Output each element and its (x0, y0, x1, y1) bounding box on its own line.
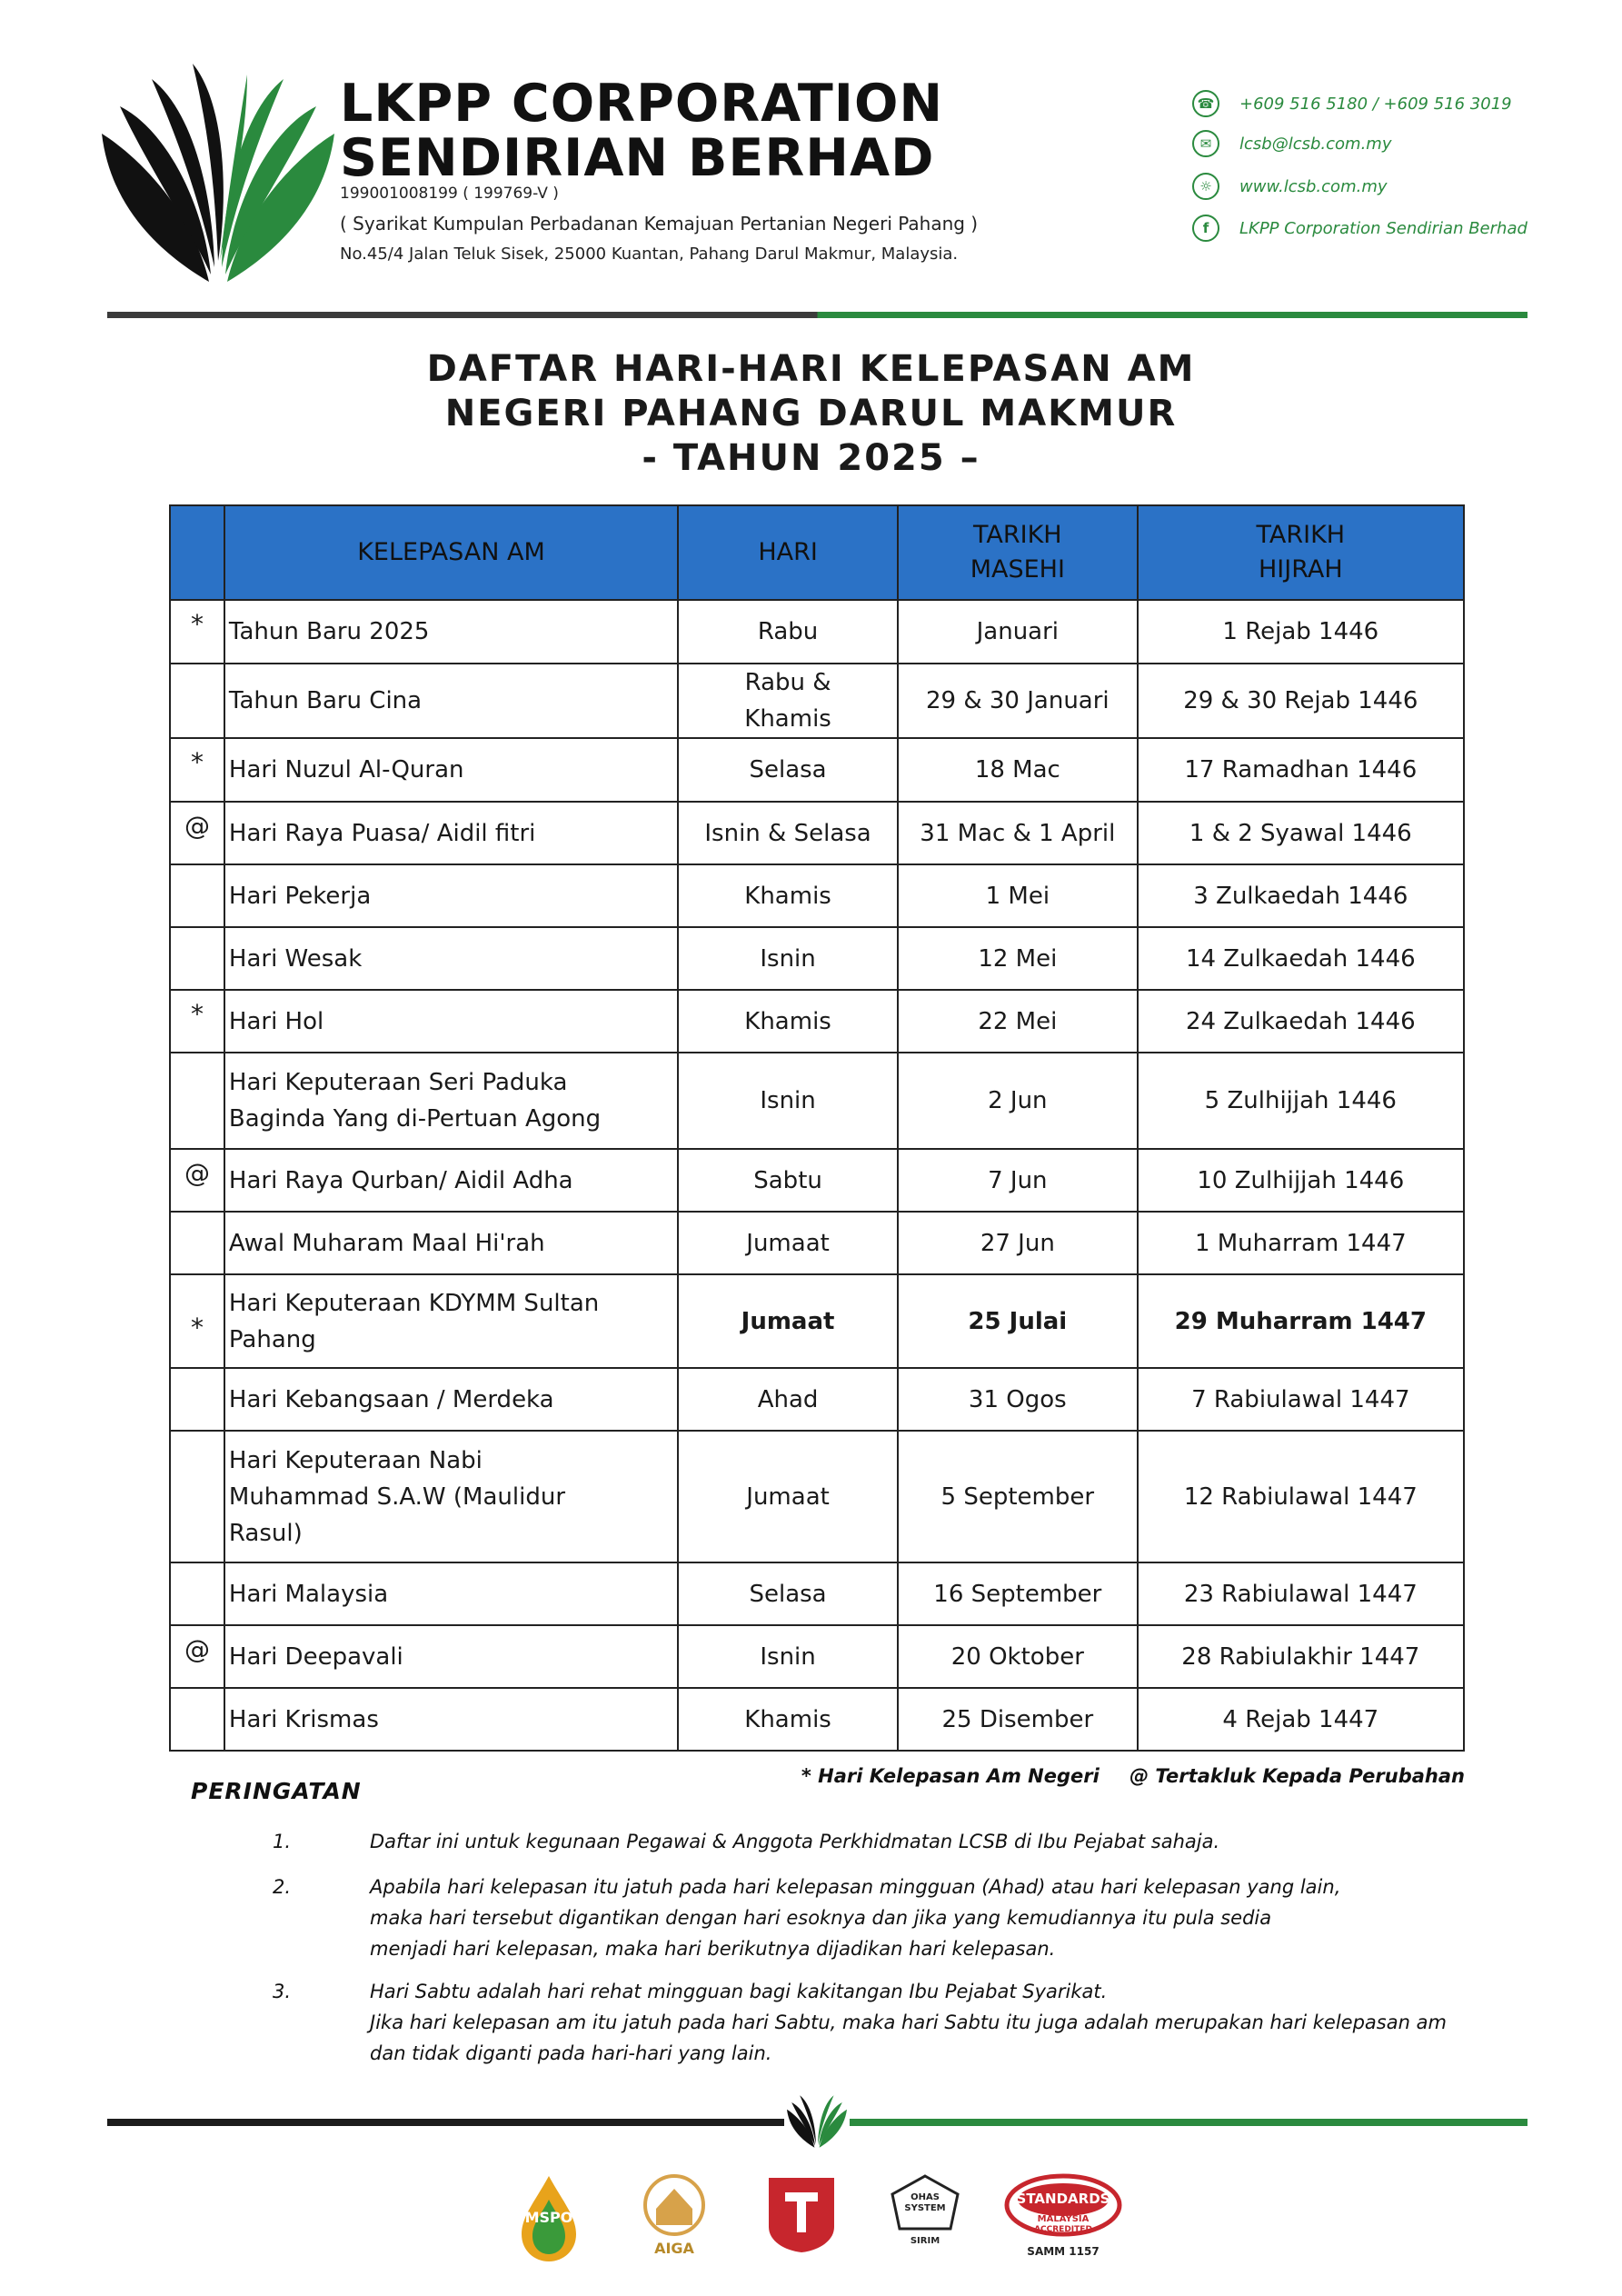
legend-subject-to-change: @ Tertakluk Kepada Perubahan (1129, 1765, 1465, 1787)
row-holiday-name: Tahun Baru Cina (224, 664, 678, 738)
row-masihi-date: 1 Mei (898, 864, 1138, 927)
row-hijri-date: 17 Ramadhan 1446 (1138, 738, 1464, 802)
header-divider (107, 312, 1527, 318)
company-name-line1: LKPP CORPORATION (340, 74, 944, 134)
table-row (170, 738, 1464, 802)
contact-website[interactable] (1192, 173, 1388, 200)
row-masihi-date: 31 Ogos (898, 1368, 1138, 1431)
row-hijri-date: 10 Zulhijjah 1446 (1138, 1149, 1464, 1212)
table-row (170, 1625, 1464, 1688)
table-row (170, 1212, 1464, 1274)
title-line3: - TAHUN 2025 – (642, 437, 980, 479)
company-name-line2: SENDIRIAN BERHAD (340, 128, 935, 188)
row-mark: @ (170, 1149, 224, 1212)
row-mark (170, 1212, 224, 1274)
standards-malaysia-logo (1003, 2172, 1123, 2263)
iso-certification-logo (763, 2172, 840, 2263)
table-row (170, 664, 1464, 738)
table-row (170, 802, 1464, 864)
row-hijri-date: 3 Zulkaedah 1446 (1138, 864, 1464, 927)
row-mark: * (170, 1274, 224, 1368)
row-hijri-date: 24 Zulkaedah 1446 (1138, 990, 1464, 1053)
aiga-house-icon (642, 2172, 707, 2238)
row-day: Rabu & Khamis (678, 664, 898, 738)
phone-icon: ☎ (1192, 90, 1219, 117)
aiga-award-logo (642, 2172, 707, 2263)
table-row (170, 927, 1464, 990)
phone-text: +609 516 5180 / +609 516 3019 (1239, 94, 1512, 114)
mspo-certification-logo (516, 2172, 582, 2263)
globe-icon: ☼ (1192, 173, 1219, 200)
row-mark (170, 1368, 224, 1431)
row-day: Isnin (678, 1053, 898, 1149)
company-description: ( Syarikat Kumpulan Perbadanan Kemajuan Pertanian Negeri Pahang ) (340, 213, 979, 235)
note-number: 3. (273, 1981, 292, 2002)
row-holiday-name: Hari Kebangsaan / Merdeka (224, 1368, 678, 1431)
contact-facebook[interactable] (1192, 215, 1527, 242)
row-masihi-date: 5 September (898, 1431, 1138, 1562)
table-row (170, 1053, 1464, 1149)
row-holiday-name: Hari Keputeraan Seri Paduka Baginda Yang di-Pertuan Agong (224, 1053, 678, 1149)
note-line: Jika hari kelepasan am itu jatuh pada hari Sabtu, maka hari Sabtu itu juga adalah merupakan hari kelepasan am (370, 2011, 1447, 2033)
email-icon: ✉ (1192, 130, 1219, 157)
row-masihi-date: 2 Jun (898, 1053, 1138, 1149)
row-day: Isnin & Selasa (678, 802, 898, 864)
row-mark (170, 664, 224, 738)
row-mark: @ (170, 802, 224, 864)
table-row (170, 1431, 1464, 1562)
table-row (170, 864, 1464, 927)
row-masihi-date: 29 & 30 Januari (898, 664, 1138, 738)
row-hijri-date: 1 Muharram 1447 (1138, 1212, 1464, 1274)
table-legend (778, 1765, 1465, 1787)
website-text: www.lcsb.com.my (1239, 176, 1388, 196)
row-mark: * (170, 990, 224, 1053)
footer-divider-left (107, 2119, 784, 2126)
row-masihi-date: 25 Julai (898, 1274, 1138, 1368)
row-day: Isnin (678, 1625, 898, 1688)
table-row (170, 1274, 1464, 1368)
table-row (170, 600, 1464, 664)
row-masihi-date: 12 Mei (898, 927, 1138, 990)
table-header-row (170, 505, 1464, 600)
mspo-label: MSPO (524, 2209, 573, 2226)
title-line1: DAFTAR HARI-HARI KELEPASAN AM (426, 348, 1196, 390)
table-row (170, 1149, 1464, 1212)
row-mark: @ (170, 1625, 224, 1688)
note-line: menjadi hari kelepasan, maka hari berikutnya dijadikan hari kelepasan. (370, 1938, 1056, 1960)
document-title (0, 347, 1622, 481)
note-number: 1. (273, 1831, 292, 1852)
row-masihi-date: 18 Mac (898, 738, 1138, 802)
table-row (170, 1562, 1464, 1625)
row-masihi-date: 20 Oktober (898, 1625, 1138, 1688)
row-day: Khamis (678, 864, 898, 927)
footer-divider-right (850, 2119, 1527, 2126)
legend-state-holiday: * Hari Kelepasan Am Negeri (801, 1765, 1100, 1787)
table-row (170, 990, 1464, 1053)
row-day: Selasa (678, 1562, 898, 1625)
note-line: Apabila hari kelepasan itu jatuh pada hari kelepasan mingguan (Ahad) atau hari kelepasan yang lain, (370, 1876, 1341, 1898)
accredited-label: ACCREDITED (1034, 2225, 1092, 2234)
row-holiday-name: Hari Hol (224, 990, 678, 1053)
contact-email[interactable] (1192, 130, 1391, 157)
row-mark (170, 864, 224, 927)
row-holiday-name: Hari Keputeraan KDYMM Sultan Pahang (224, 1274, 678, 1368)
note-number: 2. (273, 1876, 292, 1898)
row-masihi-date: 27 Jun (898, 1212, 1138, 1274)
row-holiday-name: Hari Keputeraan Nabi Muhammad S.A.W (Maulidur Rasul) (224, 1431, 678, 1562)
row-masihi-date: 25 Disember (898, 1688, 1138, 1751)
row-mark (170, 1562, 224, 1625)
row-day: Jumaat (678, 1212, 898, 1274)
company-logo (102, 56, 334, 284)
row-hijri-date: 29 Muharram 1447 (1138, 1274, 1464, 1368)
header-hijri-line2: HIJRAH (1258, 555, 1343, 584)
row-holiday-name: Tahun Baru 2025 (224, 600, 678, 664)
row-masihi-date: Januari (898, 600, 1138, 664)
row-hijri-date: 5 Zulhijjah 1446 (1138, 1053, 1464, 1149)
row-hijri-date: 4 Rejab 1447 (1138, 1688, 1464, 1751)
row-day: Isnin (678, 927, 898, 990)
row-day: Rabu (678, 600, 898, 664)
facebook-text: LKPP Corporation Sendirian Berhad (1239, 218, 1527, 238)
row-holiday-name: Hari Deepavali (224, 1625, 678, 1688)
row-masihi-date: 22 Mei (898, 990, 1138, 1053)
facebook-icon: f (1192, 215, 1219, 242)
row-holiday-name: Hari Wesak (224, 927, 678, 990)
row-holiday-name: Awal Muharam Maal Hi'rah (224, 1212, 678, 1274)
header-day: HARI (678, 505, 898, 600)
note-line: Hari Sabtu adalah hari rehat mingguan bagi kakitangan Ibu Pejabat Syarikat. (370, 1981, 1108, 2002)
row-day: Ahad (678, 1368, 898, 1431)
row-mark (170, 1688, 224, 1751)
header-masihi-line1: TARIKH (973, 521, 1062, 549)
row-day: Sabtu (678, 1149, 898, 1212)
ohas-sub-label: SYSTEM (904, 2203, 946, 2213)
sirim-label: SIRIM (910, 2236, 940, 2246)
row-hijri-date: 1 Rejab 1446 (1138, 600, 1464, 664)
row-day: Jumaat (678, 1431, 898, 1562)
header-mark (170, 505, 224, 600)
samm-label: SAMM 1157 (1027, 2245, 1100, 2258)
row-mark (170, 927, 224, 990)
row-day: Khamis (678, 990, 898, 1053)
row-masihi-date: 31 Mac & 1 April (898, 802, 1138, 864)
ohas-sirim-logo (887, 2172, 963, 2263)
company-address: No.45/4 Jalan Teluk Sisek, 25000 Kuantan, Pahang Darul Makmur, Malaysia. (340, 245, 959, 264)
row-hijri-date: 1 & 2 Syawal 1446 (1138, 802, 1464, 864)
row-hijri-date: 7 Rabiulawal 1447 (1138, 1368, 1464, 1431)
note-text (370, 1872, 1460, 1964)
row-holiday-name: Hari Pekerja (224, 864, 678, 927)
note-text (370, 1826, 1460, 1857)
header-holiday: KELEPASAN AM (224, 505, 678, 600)
row-hijri-date: 29 & 30 Rejab 1446 (1138, 664, 1464, 738)
note-line: Daftar ini untuk kegunaan Pegawai & Anggota Perkhidmatan LCSB di Ibu Pejabat sahaja. (370, 1831, 1220, 1852)
title-line2: NEGERI PAHANG DARUL MAKMUR (444, 393, 1178, 434)
row-mark (170, 1431, 224, 1562)
row-day: Khamis (678, 1688, 898, 1751)
row-holiday-name: Hari Krismas (224, 1688, 678, 1751)
row-masihi-date: 7 Jun (898, 1149, 1138, 1212)
standards-label: STANDARDS (1016, 2191, 1110, 2207)
footer-logo (787, 2089, 847, 2149)
table-row (170, 1368, 1464, 1431)
row-day: Jumaat (678, 1274, 898, 1368)
row-mark: * (170, 738, 224, 802)
header-masihi (898, 505, 1138, 600)
header-hijri (1138, 505, 1464, 600)
row-mark: * (170, 600, 224, 664)
holiday-table (169, 504, 1465, 1752)
note-line: dan tidak diganti pada hari-hari yang lain. (370, 2042, 772, 2064)
row-holiday-name: Hari Nuzul Al-Quran (224, 738, 678, 802)
aiga-label: AIGA (654, 2240, 694, 2257)
row-hijri-date: 14 Zulkaedah 1446 (1138, 927, 1464, 990)
row-mark (170, 1053, 224, 1149)
row-holiday-name: Hari Malaysia (224, 1562, 678, 1625)
company-registration: 199001008199 ( 199769-V ) (340, 185, 559, 203)
notes-heading: PERINGATAN (191, 1778, 362, 1804)
note-line: maka hari tersebut digantikan dengan hari esoknya dan jika yang kemudiannya itu pula sedia (370, 1907, 1272, 1929)
email-text: lcsb@lcsb.com.my (1239, 134, 1392, 154)
contact-phone[interactable] (1192, 90, 1512, 117)
row-masihi-date: 16 September (898, 1562, 1138, 1625)
row-hijri-date: 28 Rabiulakhir 1447 (1138, 1625, 1464, 1688)
ohas-label: OHAS (911, 2192, 940, 2202)
table-row (170, 1688, 1464, 1751)
row-hijri-date: 23 Rabiulawal 1447 (1138, 1562, 1464, 1625)
header-masihi-line2: MASEHI (970, 555, 1065, 584)
standards-sub-label: MALAYSIA (1037, 2214, 1090, 2224)
row-hijri-date: 12 Rabiulawal 1447 (1138, 1431, 1464, 1562)
company-name (340, 74, 944, 188)
row-holiday-name: Hari Raya Qurban/ Aidil Adha (224, 1149, 678, 1212)
row-day: Selasa (678, 738, 898, 802)
row-holiday-name: Hari Raya Puasa/ Aidil fitri (224, 802, 678, 864)
red-shield-icon (763, 2172, 840, 2254)
note-text (370, 1976, 1460, 2069)
header-hijri-line1: TARIKH (1256, 521, 1346, 549)
